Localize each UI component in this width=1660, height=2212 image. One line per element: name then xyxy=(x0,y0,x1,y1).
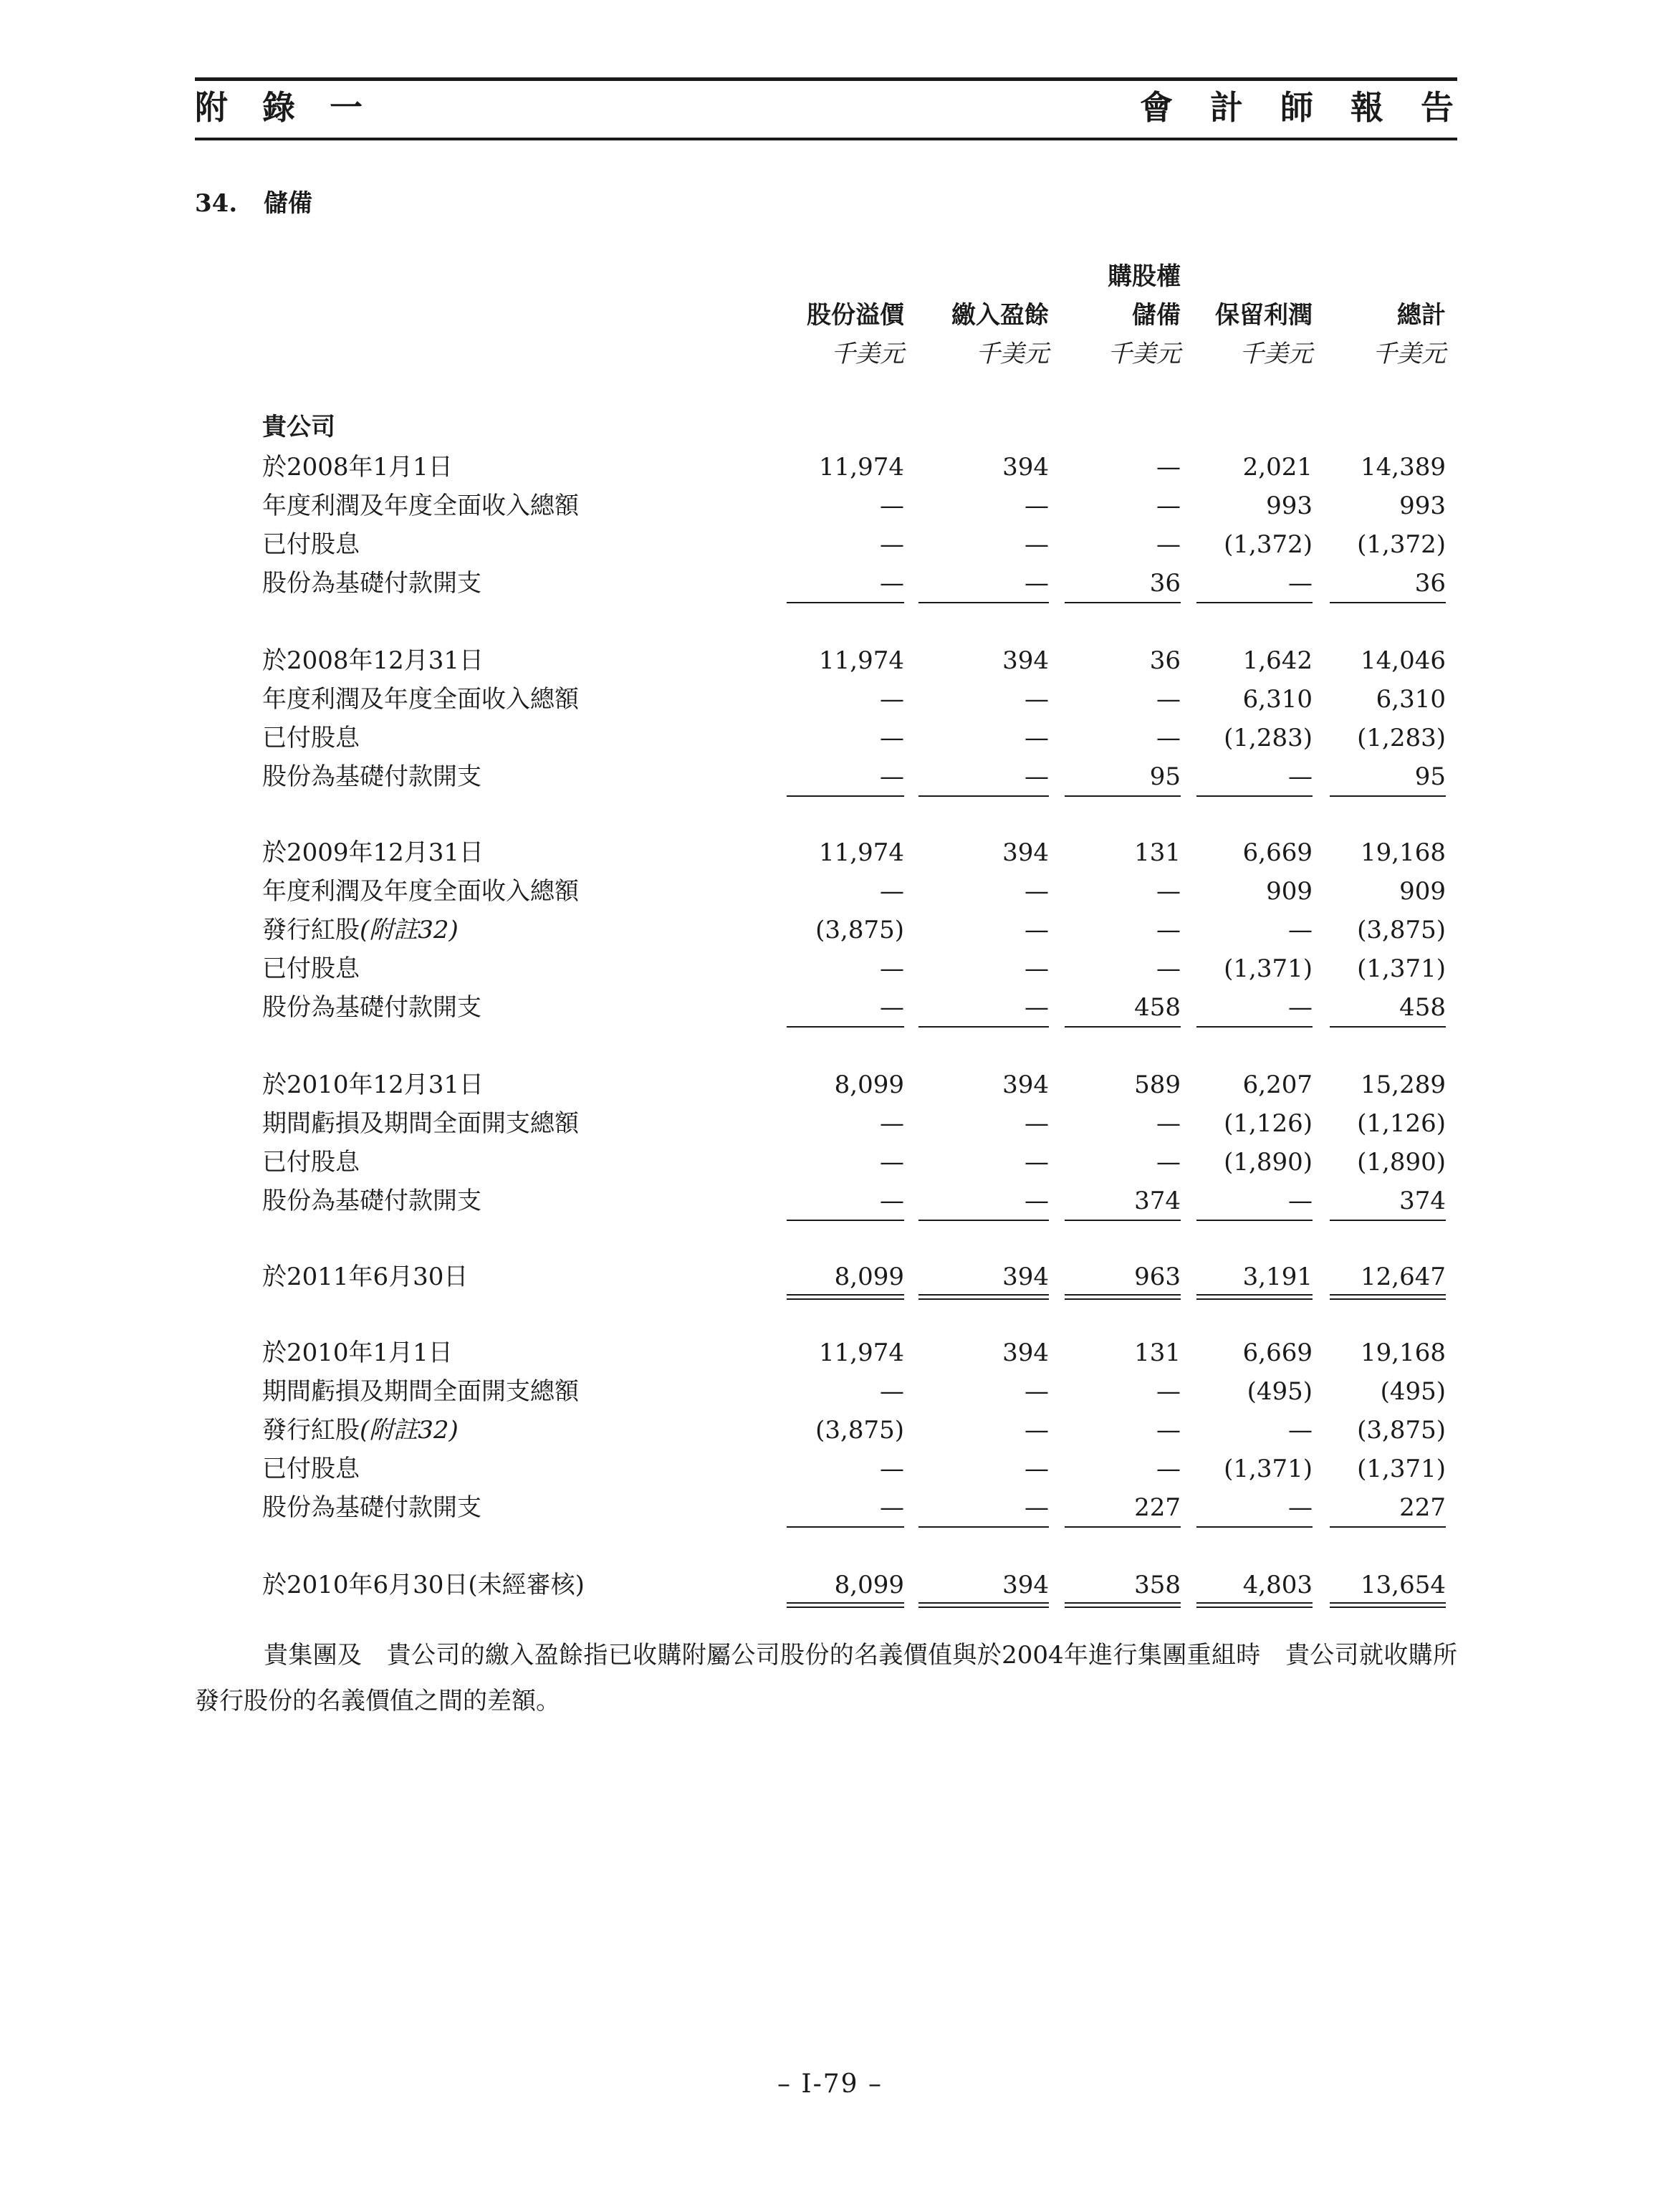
subtotal-rule xyxy=(918,602,1049,603)
table-cell: (1,890) xyxy=(1224,1148,1313,1177)
table-cell: — xyxy=(880,1109,904,1138)
section-number: 34. xyxy=(195,189,238,218)
table-cell: (1,371) xyxy=(1224,1455,1313,1483)
row-label: 年度利潤及年度全面收入總額 xyxy=(262,492,579,520)
subtotal-rule xyxy=(1330,795,1446,797)
column-header: 總計 xyxy=(1397,301,1446,330)
table-cell: 36 xyxy=(1149,646,1181,675)
row-label: 於2010年6月30日(未經審核) xyxy=(262,1571,585,1599)
table-cell: (1,283) xyxy=(1357,724,1446,752)
table-cell: (1,371) xyxy=(1224,954,1313,983)
table-cell: (3,875) xyxy=(1357,1416,1446,1445)
table-cell: — xyxy=(1025,993,1049,1022)
table-cell: — xyxy=(1025,954,1049,983)
total-double-rule xyxy=(787,1294,904,1300)
table-cell: — xyxy=(1025,762,1049,791)
table-cell: 19,168 xyxy=(1361,1339,1446,1367)
table-cell: 13,654 xyxy=(1361,1571,1446,1599)
subtotal-rule xyxy=(787,1026,904,1028)
table-cell: — xyxy=(1288,1493,1313,1522)
table-cell: — xyxy=(1156,954,1181,983)
total-double-rule xyxy=(918,1602,1049,1608)
table-cell: — xyxy=(880,530,904,559)
table-cell: (1,371) xyxy=(1357,954,1446,983)
subtotal-rule xyxy=(918,1220,1049,1221)
table-cell: — xyxy=(1025,569,1049,598)
table-cell: — xyxy=(1156,453,1181,482)
subtotal-rule xyxy=(918,1026,1049,1028)
row-label: 股份為基礎付款開支 xyxy=(262,569,481,598)
table-cell: — xyxy=(880,1148,904,1177)
column-unit: 千美元 xyxy=(1373,340,1446,368)
table-cell: — xyxy=(1025,530,1049,559)
subtotal-rule xyxy=(1065,1220,1181,1221)
row-label: 股份為基礎付款開支 xyxy=(262,993,481,1022)
subtotal-rule xyxy=(1065,1026,1181,1028)
table-cell: 95 xyxy=(1414,762,1446,791)
total-double-rule xyxy=(1330,1602,1446,1608)
table-cell: (1,371) xyxy=(1357,1455,1446,1483)
table-cell: — xyxy=(1156,1455,1181,1483)
header-top-rule xyxy=(195,77,1457,81)
subtotal-rule xyxy=(1330,1026,1446,1028)
table-cell: — xyxy=(880,954,904,983)
row-label: 已付股息 xyxy=(262,954,360,983)
subtotal-rule xyxy=(918,795,1049,797)
subtotal-rule xyxy=(1196,1526,1313,1528)
table-cell: (1,372) xyxy=(1357,530,1446,559)
table-cell: (495) xyxy=(1247,1377,1313,1406)
table-cell: — xyxy=(1156,1416,1181,1445)
table-cell: 36 xyxy=(1149,569,1181,598)
table-cell: 6,310 xyxy=(1376,685,1446,714)
table-cell: 8,099 xyxy=(834,1071,904,1099)
subtotal-rule xyxy=(1196,602,1313,603)
table-cell: 12,647 xyxy=(1361,1263,1446,1291)
total-double-rule xyxy=(1330,1294,1446,1300)
table-cell: — xyxy=(1288,762,1313,791)
table-cell: — xyxy=(1288,993,1313,1022)
total-double-rule xyxy=(1065,1602,1181,1608)
table-cell: — xyxy=(1288,569,1313,598)
table-cell: — xyxy=(880,1455,904,1483)
row-label: 年度利潤及年度全面收入總額 xyxy=(262,685,579,714)
table-cell: 19,168 xyxy=(1361,838,1446,867)
table-cell: 993 xyxy=(1266,492,1313,520)
section-title: 儲備 xyxy=(264,189,312,218)
subtotal-rule xyxy=(787,1526,904,1528)
table-cell: 11,974 xyxy=(819,453,904,482)
row-label: 於2008年12月31日 xyxy=(262,646,484,675)
total-double-rule xyxy=(1065,1294,1181,1300)
table-cell: 6,310 xyxy=(1242,685,1313,714)
column-header: 股份溢價 xyxy=(807,301,904,330)
table-cell: 15,289 xyxy=(1361,1071,1446,1099)
column-unit: 千美元 xyxy=(1239,340,1313,368)
table-cell: — xyxy=(1288,1187,1313,1215)
row-note: (附註32) xyxy=(360,916,459,944)
subtotal-rule xyxy=(1330,602,1446,603)
subtotal-rule xyxy=(787,1220,904,1221)
table-cell: — xyxy=(880,1493,904,1522)
table-cell: 131 xyxy=(1134,1339,1181,1367)
subtotal-rule xyxy=(1330,1526,1446,1528)
table-cell: 6,669 xyxy=(1242,838,1313,867)
table-cell: — xyxy=(1156,1377,1181,1406)
subtotal-rule xyxy=(1196,795,1313,797)
table-cell: — xyxy=(880,1187,904,1215)
table-cell: (3,875) xyxy=(815,916,904,944)
table-cell: 589 xyxy=(1134,1071,1181,1099)
row-label: 於2008年1月1日 xyxy=(262,453,453,482)
table-cell: 1,642 xyxy=(1242,646,1313,675)
column-unit: 千美元 xyxy=(976,340,1049,368)
row-label: 發行紅股(附註32) xyxy=(262,1416,459,1445)
subtotal-rule xyxy=(1196,1026,1313,1028)
table-cell: — xyxy=(1025,1493,1049,1522)
total-double-rule xyxy=(1196,1602,1313,1608)
table-cell: 6,669 xyxy=(1242,1339,1313,1367)
table-cell: — xyxy=(1025,1187,1049,1215)
column-unit: 千美元 xyxy=(831,340,904,368)
table-cell: — xyxy=(1156,492,1181,520)
column-header-line1: 購股權 xyxy=(1108,262,1181,291)
subtotal-rule xyxy=(918,1526,1049,1528)
table-cell: — xyxy=(1025,916,1049,944)
table-cell: — xyxy=(1025,877,1049,906)
subtotal-rule xyxy=(787,602,904,603)
subtotal-rule xyxy=(1065,1526,1181,1528)
subtotal-rule xyxy=(1196,1220,1313,1221)
table-cell: 8,099 xyxy=(834,1263,904,1291)
subtotal-rule xyxy=(1330,1220,1446,1221)
subtotal-rule xyxy=(1065,602,1181,603)
table-cell: — xyxy=(880,1377,904,1406)
table-cell: — xyxy=(1025,1109,1049,1138)
row-label: 已付股息 xyxy=(262,530,360,559)
table-cell: — xyxy=(1288,916,1313,944)
column-unit: 千美元 xyxy=(1108,340,1181,368)
table-cell: — xyxy=(880,569,904,598)
table-cell: — xyxy=(1025,492,1049,520)
table-cell: 131 xyxy=(1134,838,1181,867)
row-label: 期間虧損及期間全面開支總額 xyxy=(262,1377,579,1406)
table-cell: 909 xyxy=(1266,877,1313,906)
table-cell: — xyxy=(1025,685,1049,714)
row-label: 股份為基礎付款開支 xyxy=(262,1187,481,1215)
table-cell: (3,875) xyxy=(1357,916,1446,944)
table-cell: — xyxy=(1156,916,1181,944)
table-cell: — xyxy=(1025,1455,1049,1483)
column-header: 繳入盈餘 xyxy=(951,301,1049,330)
section-heading xyxy=(195,188,312,219)
table-cell: 458 xyxy=(1134,993,1181,1022)
table-cell: (3,875) xyxy=(815,1416,904,1445)
table-cell: 14,046 xyxy=(1361,646,1446,675)
table-cell: (495) xyxy=(1380,1377,1446,1406)
table-cell: 11,974 xyxy=(819,1339,904,1367)
table-cell: — xyxy=(1156,1109,1181,1138)
company-label: 貴公司 xyxy=(262,413,335,441)
row-label: 期間虧損及期間全面開支總額 xyxy=(262,1109,579,1138)
table-cell: 95 xyxy=(1149,762,1181,791)
table-cell: — xyxy=(880,993,904,1022)
table-cell: 458 xyxy=(1399,993,1446,1022)
table-cell: 4,803 xyxy=(1242,1571,1313,1599)
table-cell: 394 xyxy=(1002,453,1049,482)
row-note: (附註32) xyxy=(360,1416,459,1445)
table-cell: 227 xyxy=(1399,1493,1446,1522)
table-cell: — xyxy=(1156,685,1181,714)
table-cell: (1,126) xyxy=(1357,1109,1446,1138)
table-cell: — xyxy=(880,762,904,791)
row-label: 股份為基礎付款開支 xyxy=(262,762,481,791)
table-cell: 2,021 xyxy=(1242,453,1313,482)
table-cell: 394 xyxy=(1002,646,1049,675)
table-cell: 358 xyxy=(1134,1571,1181,1599)
table-cell: 394 xyxy=(1002,1339,1049,1367)
table-cell: — xyxy=(1156,530,1181,559)
table-cell: 14,389 xyxy=(1361,453,1446,482)
row-label: 發行紅股(附註32) xyxy=(262,916,459,944)
table-cell: — xyxy=(1156,1148,1181,1177)
total-double-rule xyxy=(787,1602,904,1608)
table-cell: 6,207 xyxy=(1242,1071,1313,1099)
page-number: – I-79 – xyxy=(777,2069,883,2099)
header-bottom-rule xyxy=(195,138,1457,140)
row-label: 已付股息 xyxy=(262,1455,360,1483)
row-label: 股份為基礎付款開支 xyxy=(262,1493,481,1522)
table-cell: 394 xyxy=(1002,838,1049,867)
table-cell: 11,974 xyxy=(819,646,904,675)
table-cell: 11,974 xyxy=(819,838,904,867)
table-cell: (1,283) xyxy=(1224,724,1313,752)
table-cell: — xyxy=(880,492,904,520)
table-cell: — xyxy=(1025,1377,1049,1406)
column-header: 保留利潤 xyxy=(1215,301,1313,330)
table-cell: (1,890) xyxy=(1357,1148,1446,1177)
table-cell: 394 xyxy=(1002,1571,1049,1599)
table-cell: 909 xyxy=(1399,877,1446,906)
table-cell: — xyxy=(880,724,904,752)
table-cell: 374 xyxy=(1399,1187,1446,1215)
table-cell: — xyxy=(1156,877,1181,906)
appendix-title: 附 錄 一 xyxy=(195,88,375,127)
table-cell: — xyxy=(1156,724,1181,752)
subtotal-rule xyxy=(787,795,904,797)
subtotal-rule xyxy=(1065,795,1181,797)
column-header: 儲備 xyxy=(1132,301,1181,330)
table-cell: 394 xyxy=(1002,1071,1049,1099)
table-cell: 36 xyxy=(1414,569,1446,598)
table-cell: — xyxy=(1025,1416,1049,1445)
table-cell: — xyxy=(1025,1148,1049,1177)
row-label: 已付股息 xyxy=(262,1148,360,1177)
row-label: 於2010年12月31日 xyxy=(262,1071,484,1099)
table-cell: — xyxy=(1288,1416,1313,1445)
table-cell: 374 xyxy=(1134,1187,1181,1215)
table-cell: — xyxy=(1025,724,1049,752)
table-cell: — xyxy=(880,877,904,906)
table-cell: 394 xyxy=(1002,1263,1049,1291)
table-cell: 227 xyxy=(1134,1493,1181,1522)
row-label: 於2009年12月31日 xyxy=(262,838,484,867)
row-label: 於2011年6月30日 xyxy=(262,1263,469,1291)
footnote-paragraph: 貴集團及 貴公司的繳入盈餘指已收購附屬公司股份的名義價值與於2004年進行集團重組時 貴公司就收購所發行股份的名義價值之間的差額。 xyxy=(195,1641,1457,1715)
total-double-rule xyxy=(1196,1294,1313,1300)
row-label: 年度利潤及年度全面收入總額 xyxy=(262,877,579,906)
report-title: 會 計 師 報 告 xyxy=(1139,88,1467,127)
total-double-rule xyxy=(918,1294,1049,1300)
row-label: 於2010年1月1日 xyxy=(262,1339,453,1367)
table-cell: (1,372) xyxy=(1224,530,1313,559)
table-cell: 8,099 xyxy=(834,1571,904,1599)
table-cell: — xyxy=(880,685,904,714)
row-label: 已付股息 xyxy=(262,724,360,752)
table-cell: (1,126) xyxy=(1224,1109,1313,1138)
table-cell: 3,191 xyxy=(1242,1263,1313,1291)
table-cell: 993 xyxy=(1399,492,1446,520)
table-cell: 963 xyxy=(1134,1263,1181,1291)
